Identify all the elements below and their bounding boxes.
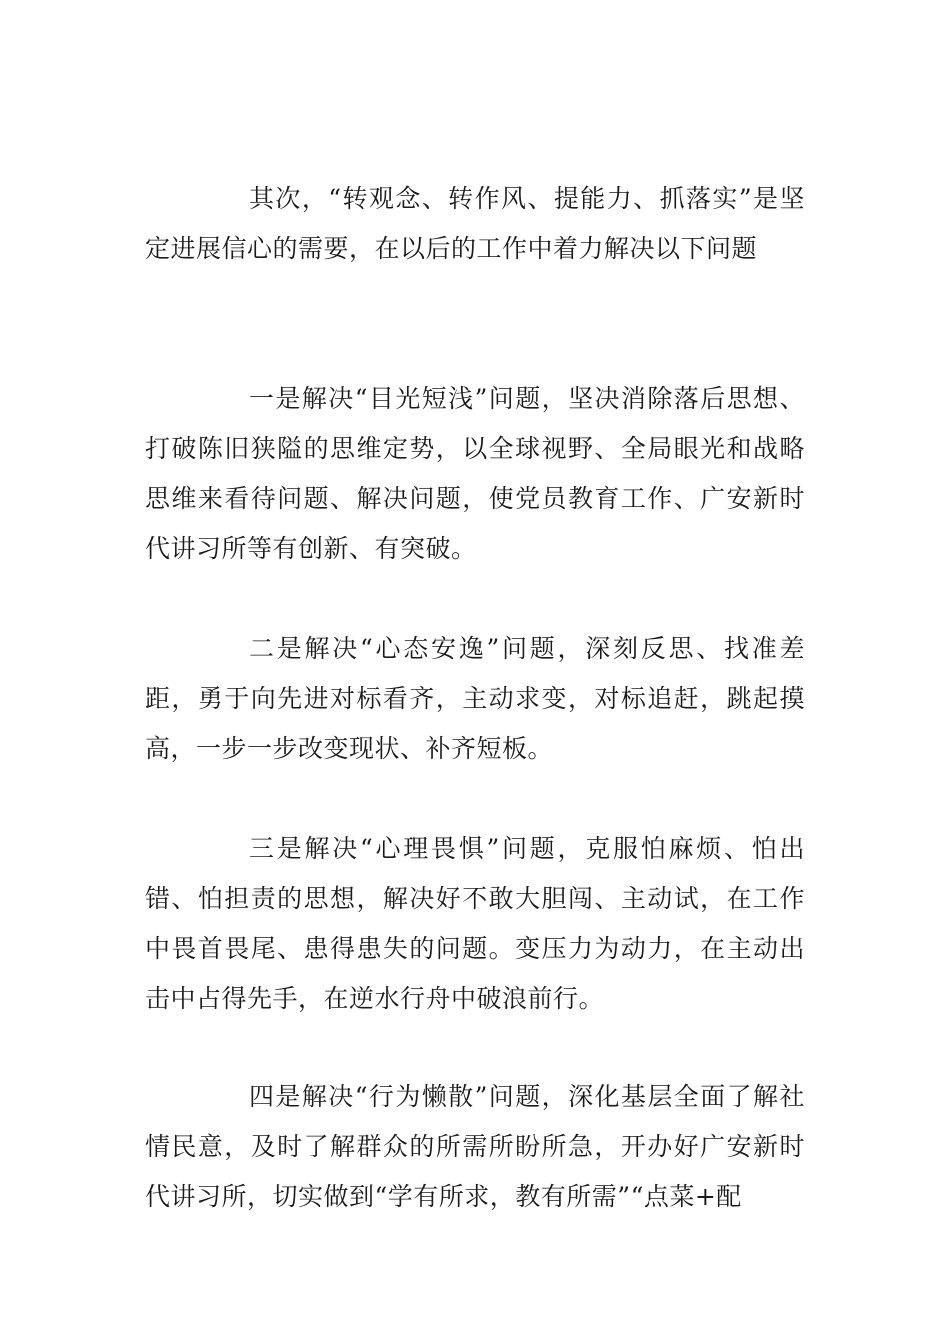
paragraph-point-1: 一是解决“目光短浅”问题，坚决消除落后思想、打破陈旧狭隘的思维定势，以全球视野、全局眼光和战略思维来看待问题、解决问题，使党员教育工作、广安新时代讲习所等有创新、有突破。: [145, 384, 805, 563]
paragraph-point-4: 四是解决“行为懒散”问题，深化基层全面了解社情民意，及时了解群众的所需所盼所急，开办好广安新时代讲习所，切实做到“学有所求，教有所需”“点菜+配: [145, 1082, 805, 1211]
paragraph-intro: 其次，“转观念、转作风、提能力、抓落实”是坚定进展信心的需要，在以后的工作中着力解决以下问题: [145, 184, 805, 263]
paragraph-point-2: 二是解决“心态安逸”问题，深刻反思、找准差距，勇于向先进对标看齐，主动求变，对标追赶，跳起摸高，一步一步改变现状、补齐短板。: [145, 634, 805, 763]
paragraph-point-3: 三是解决“心理畏惧”问题，克服怕麻烦、怕出错、怕担责的思想，解决好不敢大胆闯、主动试，在工作中畏首畏尾、患得患失的问题。变压力为动力，在主动出击中占得先手，在逆水行舟中破浪前行。: [145, 834, 805, 1013]
